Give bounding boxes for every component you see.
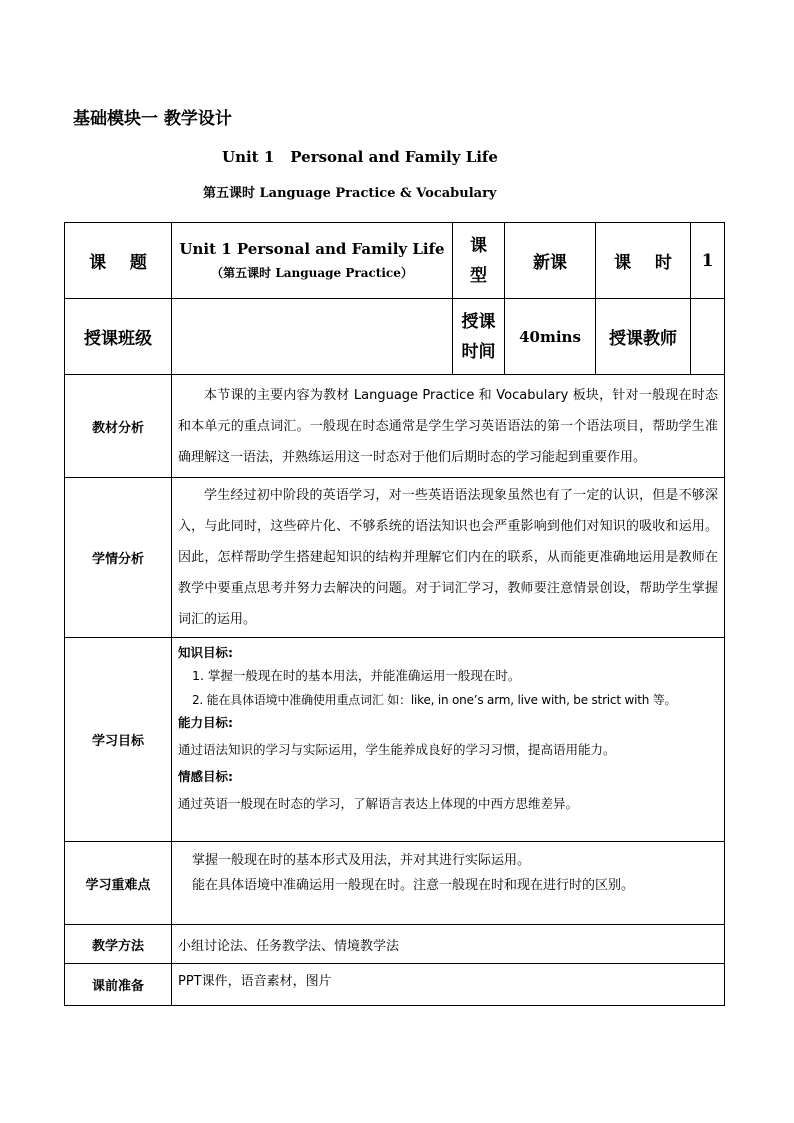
time-label bbox=[453, 299, 505, 375]
module-heading: 基础模块一 教学设计 bbox=[73, 109, 232, 129]
key-points-content bbox=[172, 842, 725, 925]
time-label-line1: 授课 bbox=[461, 311, 496, 332]
knowledge-item-2: 2. 能在具体语境中准确使用重点词汇 如：like, in one’s arm, live with, be strict with 等。 bbox=[192, 693, 677, 707]
period-label: 课 时 bbox=[596, 223, 691, 299]
row-material bbox=[65, 375, 725, 478]
unit-title bbox=[222, 148, 498, 166]
emotion-heading: 情感目标: bbox=[178, 769, 233, 784]
ability-text: 通过语法知识的学习与实际运用，学生能养成良好的学习习惯，提高语用能力。 bbox=[178, 742, 616, 757]
preparation-label: 课前准备 bbox=[65, 964, 172, 1006]
type-value: 新课 bbox=[505, 223, 596, 299]
topic-value bbox=[172, 223, 453, 299]
emotion-text: 通过英语一般现在时态的学习，了解语言表达上体现的中西方思维差异。 bbox=[178, 796, 579, 811]
learner-text: 学生经过初中阶段的英语学习，对一些英语语法现象虽然也有了一定的认识，但是不够深入，与此同时，这些碎片化、不够系统的语法知识也会严重影响到他们对知识的吸收和运用。因此，怎样帮助学生搭建起知识的结构并理解它们内在的联系，从而能更准确地运用是教师在教学中要重点思考并努力去解决的问题。对于词汇学习，教师要注意情景创设，帮助学生掌握词汇的运用。 bbox=[172, 478, 725, 638]
key-point-1: 掌握一般现在时的基本形式及用法，并对其进行实际运用。 bbox=[192, 853, 531, 868]
time-value: 40mins bbox=[505, 299, 596, 375]
period-value: 1 bbox=[691, 223, 725, 299]
row-preparation bbox=[65, 964, 725, 1006]
material-text: 本节课的主要内容为教材 Language Practice 和 Vocabulary 板块，针对一般现在时态和本单元的重点词汇。一般现在时态通常是学生学习英语语法的第一个语法项目，帮助学生准确理解这一语法，并熟练运用这一时态对于他们后期时态的学习能起到重要作用。 bbox=[172, 375, 725, 478]
row-methods bbox=[65, 925, 725, 964]
objectives-content bbox=[172, 638, 725, 842]
row-learner bbox=[65, 478, 725, 638]
type-label bbox=[453, 223, 505, 299]
teacher-value bbox=[691, 299, 725, 375]
methods-text: 小组讨论法、任务教学法、情境教学法 bbox=[172, 925, 725, 964]
class-label: 授课班级 bbox=[65, 299, 172, 375]
time-label-line2: 时间 bbox=[461, 341, 496, 362]
row-class bbox=[65, 299, 725, 375]
topic-label: 课 题 bbox=[65, 223, 172, 299]
topic-title: Unit 1 Personal and Family Life bbox=[179, 240, 445, 258]
lesson-plan-table bbox=[64, 222, 725, 1006]
methods-label: 教学方法 bbox=[65, 925, 172, 964]
lesson-subtitle: 第五课时 Language Practice & Vocabulary bbox=[203, 186, 497, 201]
row-key-points bbox=[65, 842, 725, 925]
type-label-line2: 型 bbox=[470, 265, 487, 286]
row-topic bbox=[65, 223, 725, 299]
unit-number: Unit 1 bbox=[222, 148, 275, 166]
learner-label: 学情分析 bbox=[65, 478, 172, 638]
ability-heading: 能力目标: bbox=[178, 715, 233, 730]
topic-subtitle: （第五课时 Language Practice） bbox=[211, 266, 413, 280]
type-label-line1: 课 bbox=[470, 235, 487, 256]
unit-name: Personal and Family Life bbox=[290, 148, 498, 166]
objectives-label: 学习目标 bbox=[65, 638, 172, 842]
material-label: 教材分析 bbox=[65, 375, 172, 478]
knowledge-item-1: 1. 掌握一般现在时的基本用法，并能准确运用一般现在时。 bbox=[192, 668, 521, 683]
preparation-text: PPT课件，语音素材，图片 bbox=[172, 964, 725, 1006]
key-point-2: 能在具体语境中准确运用一般现在时。注意一般现在时和现在进行时的区别。 bbox=[192, 878, 635, 893]
knowledge-heading: 知识目标: bbox=[178, 645, 233, 660]
key-points-label: 学习重难点 bbox=[65, 842, 172, 925]
teacher-label: 授课教师 bbox=[596, 299, 691, 375]
class-value bbox=[172, 299, 453, 375]
row-objectives bbox=[65, 638, 725, 842]
